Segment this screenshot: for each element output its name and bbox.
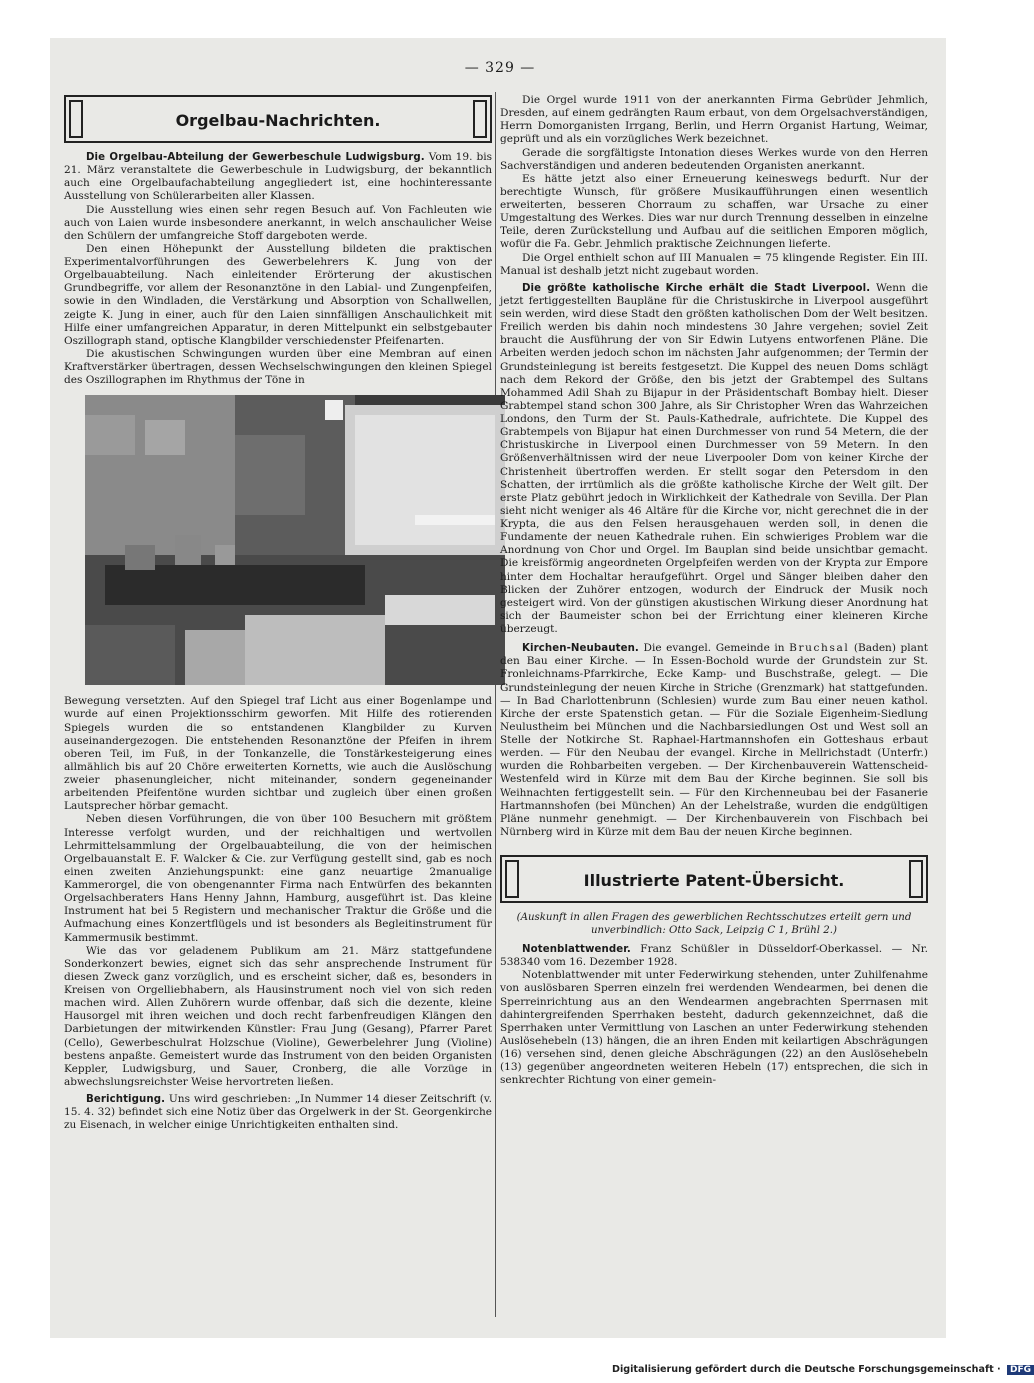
paragraph: Den einen Höhepunkt der Ausstellung bildeten die praktischen Experimentalvorführungen des Gewerbelehrers K. Jung von der Orgelbauabteilung. Nach einleitender Erörterung der akustischen Grundbegriffe, vor allem der Resonanztöne in den Labial- und Zungenpfeifen, sowie in den Windladen, die Verstärkung und Absorption von Schallwellen, zeigte K. Jung in einer, auch für den Laien sinnfälligen Anschaulichkeit mit Hilfe einer umfangreichen Apparatur, in deren Mittelpunkt ein selbstgebauter Oszillograph stand, optische Klangbilder verschiedenster Pfeifenarten. (64, 242, 492, 347)
article-berichtigung: Berichtigung. Uns wird geschrieben: „In Nummer 14 dieser Zeitschrift (v. 15. 4. 32) befindet sich eine Notiz über das Orgelwerk in der St. Georgenkirche zu Eisenach, in welcher einige Unrichtigkeiten enthalten sind. (64, 1093, 492, 1132)
article-notenblattwender: Notenblattwender. Franz Schüßler in Düsseldorf-Oberkassel. — Nr. 538340 vom 16. Dezember 1928. (500, 943, 928, 969)
article-heading: Die größte katholische Kirche erhält die Stadt Liverpool. (522, 282, 871, 294)
section-title: Illustrierte Patent-Übersicht. (583, 871, 845, 890)
paragraph: Gerade die sorgfältigste Intonation dieses Werkes wurde von den Herren Sachverständigen und anderen bedeutenden Organisten anerkannt. (500, 146, 928, 172)
paragraph: Es hätte jetzt also einer Erneuerung keineswegs bedurft. Nur der berechtigte Wunsch, für größere Musikaufführungen einen wesentlich erweiterten, besseren Chorraum zu schaffen, war Ursache zu einer Umgestaltung des Werkes. Dies war nur durch Trennung desselben in einzelne Teile, deren Zurückstellung und Aufbau auf die seitlichen Emporen möglich, wofür die Fa. Gebr. Jehmlich praktische Zeichnungen lieferte. (500, 172, 928, 251)
paragraph: Die Orgel enthielt schon auf III Manualen = 75 klingende Register. Ein III. Manual ist deshalb jetzt nicht zugebaut worden. (500, 251, 928, 277)
article-ludwigsburg-intro: Die Orgelbau-Abteilung der Gewerbeschule Ludwigsburg. Vom 19. bis 21. März veranstaltete die Gewerbeschule in Ludwigsburg, der bekanntlich auch eine Orgelbaufachabteilung angegliedert ist, eine hochinteressante Ausstellung von Schülerarbeiten aller Klassen. (64, 151, 492, 203)
paragraph: Die Orgel wurde 1911 von der anerkannten Firma Gebrüder Jehmlich, Dresden, auf einem gedrängten Raum erbaut, von dem Orgelsachverständigen, Herrn Domorganisten Irrgang, Berlin, und Herrn Organist Hartung, Weimar, geprüft und als ein vorzügliches Werk bezeichnet. (500, 94, 928, 146)
section-title: Orgelbau-Nachrichten. (175, 111, 381, 130)
article-heading: Berichtigung. (86, 1094, 166, 1105)
article-heading: Kirchen-Neubauten. (522, 643, 639, 655)
paragraph: Wie das vor geladenem Publikum am 21. März stattgefundene Sonderkonzert bewies, eignet sich das sehr ansprechende Instrument für diesen Zweck ganz vorzüglich, und es erscheint sicher, daß es, besonders in Kreisen von Orgelliebhabern, als Hausinstrument noch viel von sich reden machen wird. Allen Zuhörern wurde offenbar, daß sich die dezente, kleine Hausorgel mit ihren weichen und doch recht farbenfreudigen Klängen den Darbietungen der mitwirkenden Künstler: Frau Jung (Gesang), Pfarrer Paret (Cello), Gewerbeschulrat Holzschue (Violine), Gewerbelehrer Jung (Violine) bestens anpaßte. Gemeistert wurde das Instrument von den beiden Organisten Keppler, Ludwigsburg, und Sauer, Cronberg, die alle Vorzüge in abwechslungsreichster Weise hervortreten ließen. (64, 944, 492, 1088)
article-heading: Notenblattwender. (522, 944, 631, 955)
page-number: — 329 — (464, 60, 536, 76)
photo-image (85, 395, 505, 685)
article-liverpool: Die größte katholische Kirche erhält die Stadt Liverpool. Wenn die jetzt fertiggestellten Baupläne für die Christuskirche in Liverpool ausgeführt sein werden, wird diese Stadt den größten katholischen Dom der Welt besitzen. Freilich werden bis dahin noch mindestens 30 Jahre vergehen; soviel Zeit braucht die Ausführung der von Sir Edwin Lutyens entworfenen Pläne. Die Arbeiten werden jedoch schon im nächsten Jahr aufgenommen; der Termin der Grundsteinlegung ist bereits festgesetzt. Die Kuppel des neuen Doms schlägt nach dem Rekord der Größe, den bis jetzt der Grabtempel des Sultans Mohammed Adil Shah zu Bijapur in der Präsidentschaft Bombay hielt. Dieser Grabtempel stand schon 300 Jahre, als Sir Christopher Wren das Wahrzeichen Londons, den Turm der St. Pauls-Kathedrale, aufrichtete. Die Kuppel des Grabtempels von Bijapur hat einen Durchmesser von rund 54 Metern, die der Christuskirche in Liverpool einen Durchmesser von 59 Metern. In den Größenverhältnissen wird der neue Liverpooler Dom von keiner Kirche der Christenheit übertroffen werden. Er stellt sogar den Petersdom in den Schatten, der irrtümlich als die größte katholische Kirche der Welt gilt. Der erste Platz gebührt jedoch in Wirklichkeit der Kathedrale von Sevilla. Der Plan sieht nicht weniger als 46 Altäre für die Kirche vor, nicht gerechnet die in der Krypta, die aus den Felsen herausgehauen werden soll, in denen die Fundamente der neuen Kathedrale ruhen. Ein schwieriges Problem war die Anordnung von Chor und Orgel. Im Bauplan sind beide unsichtbar gemacht. Die kreisförmig angeordneten Orgelpfeifen werden von der Krypta zur Empore hinter dem Hochaltar heraufgeführt. Orgel und Sänger bleiben daher den Blicken der Zuhörer entzogen, wodurch der Eindruck der Musik noch gesteigert wird. Von der günstigen akustischen Wirkung dieser Anordnung hat sich der Baumeister schon bei der Errichtung einer kleineren Kirche überzeugt. (500, 281, 928, 635)
column-divider (495, 92, 496, 1317)
left-column (64, 95, 492, 1310)
section-header-orgelbau (64, 95, 492, 143)
photo-oscillograph-lab (85, 395, 505, 685)
paragraph: Die akustischen Schwingungen wurden über eine Membran auf einen Kraftverstärker übertragen, dessen Wechselschwingungen den kleinen Spiegel des Oszillographen im Rhythmus der Töne in (64, 347, 492, 387)
paragraph: Neben diesen Vorführungen, die von über 100 Besuchern mit größtem Interesse verfolgt wurden, und der reichhaltigen und wertvollen Lehrmittelsammlung der Orgelbauabteilung, die von der heimischen Orgelbauanstalt E. F. Walcker & Cie. zur Verfügung gestellt sind, gab es noch einen zweiten Anziehungspunkt: eine ganz neuartige 2manualige Kammerorgel, die von obengenannter Firma nach Entwürfen des bekannten Orgelsachberaters Hans Henny Jahnn, Hamburg, ausgeführt ist. Das kleine Instrument hat bei 5 Registern und mechanischer Traktur die Größe und die Aufmachung eines Konzertflügels und ist besonders als Begleitinstrument für Kammermusik bestimmt. (64, 813, 492, 944)
footer-credit: Digitalisierung gefördert durch die Deutsche Forschungsgemeinschaft · DFG (612, 1364, 992, 1375)
paragraph: Bewegung versetzten. Auf den Spiegel traf Licht aus einer Bogenlampe und wurde auf einen Projektionsschirm geworfen. Mit Hilfe des rotierenden Spiegels wurden die so entstandenen Klangbilder zu Kurven auseinandergezogen. Die entstehenden Resonanztöne der Pfeifen in ihrem oberen Teil, im Fuß, in der Tonkanzelle, die Tonstärkesteigerung eines allmählich bis auf 20 Chöre erweiterten Kornetts, wie auch die Auslöschung zweier phasenungleicher, nicht miteinander, sondern gegeneinander arbeitenden Pfeifentöne wurden sichtbar und zugleich über einen großen Lautsprecher hörbar gemacht. (64, 695, 492, 813)
header-bar-right (909, 860, 923, 898)
article-heading: Die Orgelbau-Abteilung der Gewerbeschule Ludwigsburg. (86, 152, 425, 163)
header-bar-right (473, 100, 487, 138)
paragraph: Notenblattwender mit unter Federwirkung stehenden, unter Zuhilfenahme von auslösbaren Sperren einzeln frei werdenden Wendearmen, bei denen die Sperreinrichtung aus an den Wendearmen angebrachten Sperrnasen mit dahintergreifenden Sperrhaken besteht, dadurch gekennzeichnet, daß die Sperrhaken unter Vermittlung von Laschen an unter Federwirkung stehenden Auslösehebeln (13) hängen, die an ihren Enden mit keilartigen Abschrägungen (16) versehen sind, denen gleiche Abschrägungen (22) an den Auslösehebeln (13) gegenüber angeordneten weiteren Hebeln (17) entsprechen, die sich in senkrechter Richtung von einer gemein- (500, 969, 928, 1087)
dfg-logo: DFG (1007, 1365, 1034, 1375)
patent-note: (Auskunft in allen Fragen des gewerblichen Rechtsschutzes erteilt gern und unverbindlich: Otto Sack, Leipzig C 1, Brühl 2.) (516, 912, 912, 936)
article-kirchen-neubauten: Kirchen-Neubauten. Die evangel. Gemeinde in Bruchsal (Baden) plant den Bau einer Kirche. — In Essen-Bochold wurde der Grundstein zur St. Fronleichnams-Pfarrkirche, Ecke Kamp- und Buschstraße, gelegt. — Die Grundsteinlegung der neuen Kirche in Striche (Grenzmark) hat stattgefunden. — In Bad Charlottenbrunn (Schlesien) wurde zum Bau einer neuen kathol. Kirche der erste Spatenstich getan. — Für die Soziale Eigenheim-Siedlung Neulustheim bei München und die Nachbarsiedlungen Ost und West soll an Stelle der Notkirche St. Raphael-Hartmannshofen ein Gotteshaus erbaut werden. — Für den Neubau der evangel. Kirche in Mellrichstadt (Unterfr.) wurden die Rohbarbeiten vergeben. — Der Kirchenbauverein Wattenscheid-Westenfeld wird in Kürze mit dem Bau der Kirche beginnen. Sie soll bis Weihnachten fertiggestellt sein. — Für den Kirchenneubau bei der Fasanerie Hartmannshofen (bei München) An der Lehelstraße, wurden die endgültigen Pläne nunmehr genehmigt. — Der Kirchenbauverein von Fischbach bei Nürnberg wird in Kürze mit dem Bau der neuen Kirche beginnen. (500, 642, 928, 838)
section-header-patent (500, 855, 928, 903)
paragraph: Die Ausstellung wies einen sehr regen Besuch auf. Von Fachleuten wie auch von Laien wurde insbesondere anerkannt, in welch anschaulicher Weise den Schülern der umfangreiche Stoff dargeboten werde. (64, 203, 492, 242)
right-column (500, 94, 928, 1314)
